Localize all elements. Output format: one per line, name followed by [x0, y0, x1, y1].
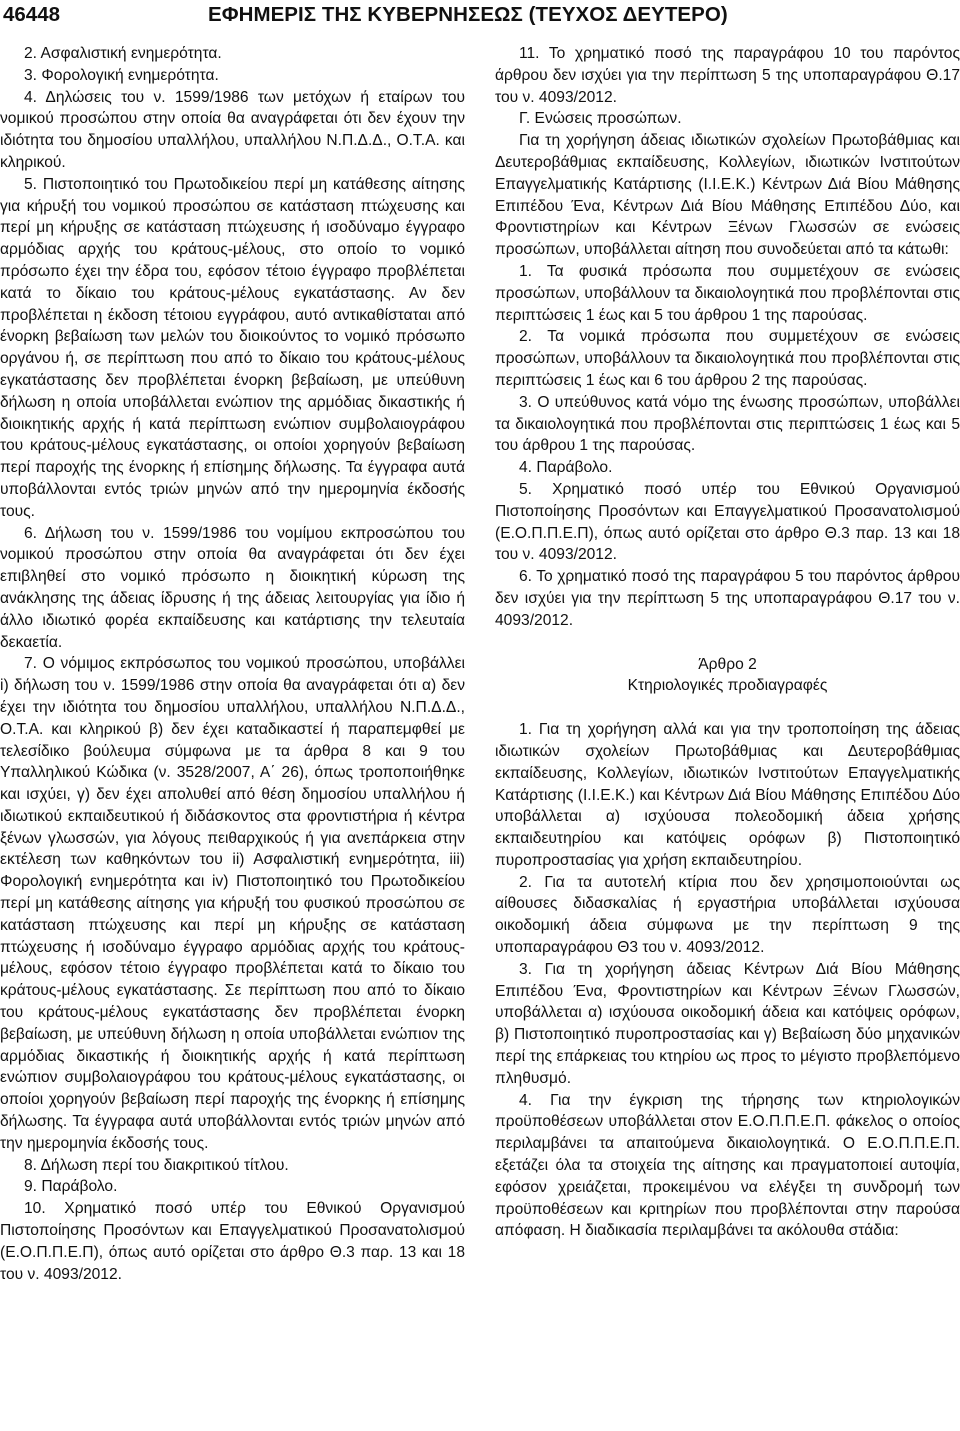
paragraph: 3. Φορολογική ενημερότητα. [24, 66, 219, 84]
article-title: Κτηριολογικές προδιαγραφές [627, 677, 828, 695]
paragraph: 4. Παράβολο. [519, 459, 613, 477]
paragraph: 7. Ο νόμιμος εκπρόσωπος του νομικού προσώπου, υποβάλλει i) δήλωση του ν. 1599/1986 στην οποία θα αναγράφεται ότι α) δεν έχει την ιδιότητα του δημοσίου υπαλλήλου, υπαλλήλου Ν.Π.Δ.Δ., Ο.Τ.Α. και κληρικού β) δεν έχει καταδικαστεί ή παραπεμφθεί με τελεσίδικο βούλευμα σύμφωνα με τα άρθρα 8 και 9 του Υπαλληλικού Κώδικα (ν. 3528/2007, Α΄ 26), όπως τροποποιήθηκε και ισχύει, γ) δεν έχει απολυθεί από θέση δημοσίου υπαλλήλου ή ιδιωτικού εκπαιδευτικού ή διδάσκοντος στα φροντιστήρια ή κέντρα ξένων γλωσσών, για λόγους πειθαρχικούς ή για ανεπάρκεια στην εκτέλεση των καθηκόντων του ii) Ασφαλιστική ενημερότητα, iii) Φορολογική ενημερότητα και iv) Πιστοποιητικό του Πρωτοδικείου περί μη κατάθεσης αίτησης για κήρυξή του φυσικού προσώπου σε κατάσταση πτώχευσης και περί μη κήρυξης σε κατάσταση πτώχευσης ή ισοδύναμο έγγραφο αρμόδιας αρχής του κράτους-μέλους, εφόσον τέτοιο έγγραφο προβλέπεται κατά το δίκαιο του κράτους-μέλους εγκατάστασης. Σε περίπτωση που από το δίκαιο του κράτους-μέλους εγκατάστασης δεν προβλέπεται ένορκη βεβαίωση, με υπεύθυνη δήλωση η οποία υποβάλλεται ενώπιον της αρμόδιας δικαστικής ή διοικητικής αρχής ή κατά περίπτωση ενώπιον συμβολαιογράφου του κράτους-μέλους εγκατάστασης, οι οποίοι χορηγούν βεβαίωση περί παροχής της ένορκης ή επίσημης δήλωσης. Τα έγγραφα αυτά υποβάλλονται εντός τριών μηνών από την ημερομηνία έκδοσής τους. [0, 655, 465, 1152]
paragraph: 2. Για τα αυτοτελή κτίρια που δεν χρησιμοποιούνται ως αίθουσες διδασκαλίας ή εργαστήρια υποβάλλεται ισχύουσα οικοδομική άδεια σύμφωνα με την περίπτωση 9 της υποπαραγράφου Θ3 του ν. 4093/2012. [495, 873, 960, 957]
paragraph: 10. Χρηματικό ποσό υπέρ του Εθνικού Οργανισμού Πιστοποίησης Προσόντων και Επαγγελματικού Προσανατολισμού (Ε.Ο.Π.Π.Ε.Π), όπως αυτό ορίζεται στο άρθρο Θ.3 παρ. 13 και 18 του ν. 4093/2012. [0, 1200, 465, 1283]
paragraph: 3. Για τη χορήγηση άδειας Κέντρων Διά Βίου Μάθησης Επιπέδου Ένα, Φροντιστηρίων και Κέντρων Ξένων Γλωσσών, υποβάλλεται α) ισχύουσα οικοδομική άδεια και κατόψεις ορόφων, β) Πιστοποιητικό πυροπροστασίας και γ) Βεβαίωση δύο μηχανικών περί της επάρκειας του κτηρίου ως προς το μέγιστο προβλεπόμενο πληθυσμό. [495, 960, 960, 1087]
paragraph: 8. Δήλωση περί του διακριτικού τίτλου. [24, 1156, 289, 1174]
spacer [495, 697, 960, 719]
gazette-title: ΕΦΗΜΕΡΙΣ ΤΗΣ ΚΥΒΕΡΝΗΣΕΩΣ (ΤΕΥΧΟΣ ΔΕΥΤΕΡΟ) [208, 3, 728, 26]
paragraph: 2. Τα νομικά πρόσωπα που συμμετέχουν σε ενώσεις προσώπων, υποβάλλουν τα δικαιολογητικά που προβλέπονται στις περιπτώσεις 1 έως και 6 του άρθρου 2 της παρούσας. [495, 328, 960, 389]
paragraph: 1. Τα φυσικά πρόσωπα που συμμετέχουν σε ενώσεις προσώπων, υποβάλλουν τα δικαιολογητικά που προβλέπονται στις περιπτώσεις 1 έως και 5 του άρθρου 1 της παρούσας. [495, 262, 960, 324]
page-number: 46448 [3, 3, 61, 26]
paragraph: 6. Το χρηματικό ποσό της παραγράφου 5 του παρόντος άρθρου δεν ισχύει για την περίπτωση 5 της υποπαραγράφου Θ.17 του ν. 4093/2012. [495, 568, 960, 629]
page-header [0, 0, 960, 34]
paragraph: 3. Ο υπεύθυνος κατά νόμο της ένωσης προσώπων, υποβάλλει τα δικαιολογητικά που προβλέπονται στις περιπτώσεις 1 έως και 5 του άρθρου 1 της παρούσας. [495, 393, 960, 455]
paragraph: 1. Για τη χορήγηση αλλά και για την τροποποίηση της άδειας ιδιωτικών σχολείων Πρωτοβάθμιας και Δευτεροβάθμιας εκπαίδευσης, Κολλεγίων, ιδιωτικών Ινστιτούτων Επαγγελματικής Κατάρτισης (Ι.Ι.Ε.Κ.) και Κέντρων Διά Βίου Μάθησης Επιπέδου Δύο υποβάλλεται α) ισχύουσα πολεοδομική άδεια χρήσης εκπαιδευτηρίου και κατόψεις ορόφων β) Πιστοποιητικό πυροπροστασίας για χρήση εκπαιδευτηρίου. [495, 721, 960, 869]
paragraph: 5. Πιστοποιητικό του Πρωτοδικείου περί μη κατάθεσης αίτησης για κήρυξή του νομικού προσώπου σε κατάσταση πτώχευσης και περί μη κήρυξης σε κατάσταση πτώχευσης ή ισοδύναμο έγγραφο αρμόδιας αρχής του κράτους-μέλους, στο οποίο το νομικό πρόσωπο έχει την έδρα του, εφόσον τέτοιο έγγραφο προβλέπεται κατά το δίκαιο του κράτους-μέλους εγκατάστασης. Αν δεν προβλέπεται η έκδοση τέτοιου εγγράφου, αυτό αντικαθίσταται από ένορκη βεβαίωση των μελών του διοικούντος το νομικό πρόσωπο οργάνου ή, σε περίπτωση που από το δίκαιο του κράτους-μέλους εγκατάστασης δεν προβλέπεται ένορκη βεβαίωση, με υπεύθυνη δήλωση η οποία υποβάλλεται ενώπιον της αρμόδιας δικαστικής ή διοικητικής αρχής ή κατά περίπτωση ενώπιον συμβολαιογράφου του κράτους-μέλους εγκατάστασης, οι οποίοι χορηγούν βεβαίωση περί παροχής της ένορκης ή επίσημης δήλωσης. Τα έγγραφα αυτά υποβάλλονται εντός τριών μηνών από την ημερομηνία έκδοσής τους. [0, 175, 465, 520]
paragraph: 11. Το χρηματικό ποσό της παραγράφου 10 του παρόντος άρθρου δεν ισχύει για την περίπτωση 5 της υποπαραγράφου Θ.17 του ν. 4093/2012. [495, 45, 960, 106]
paragraph: 4. Για την έγκριση της τήρησης των κτηριολογικών προϋποθέσεων υποβάλλεται στον Ε.Ο.Π.Π.Ε.Π. φάκελος ο οποίος περιλαμβάνει τα απαιτούμενα δικαιολογητικά. Ο Ε.Ο.Π.Π.Ε.Π. εξετάζει όλα τα στοιχεία της αίτησης και πραγματοποιεί αυτοψία, εφόσον χρειάζεται, προκειμένου να ελέγξει τη συνδρομή των προϋποθέσεων και κριτηρίων που προβλέπονται στην παρούσα απόφαση. Η διαδικασία περιλαμβάνει τα ακόλουθα στάδια: [495, 1091, 960, 1240]
paragraph: 2. Ασφαλιστική ενημερότητα. [24, 45, 222, 62]
paragraph: Γ. Ενώσεις προσώπων. [519, 110, 682, 128]
article-number: Άρθρο 2 [698, 655, 757, 673]
paragraph: 9. Παράβολο. [24, 1178, 118, 1196]
left-column [0, 43, 465, 1285]
paragraph: 5. Χρηματικό ποσό υπέρ του Εθνικού Οργανισμού Πιστοποίησης Προσόντων και Επαγγελματικού Προσανατολισμού (Ε.Ο.Π.Π.Ε.Π), όπως αυτό ορίζεται στο άρθρο Θ.3 παρ. 13 και 18 του ν. 4093/2012. [495, 480, 960, 564]
paragraph: 4. Δηλώσεις του ν. 1599/1986 των μετόχων ή εταίρων του νομικού προσώπου στην οποία θα αναγράφεται ότι δεν έχουν την ιδιότητα του δημοσίου υπαλλήλου, υπαλλήλου Ν.Π.Δ.Δ., Ο.Τ.Α. και κληρικού. [0, 88, 465, 171]
paragraph: 6. Δήλωση του ν. 1599/1986 του νομίμου εκπροσώπου του νομικού προσώπου στην οποία θα αναγράφεται ότι δεν έχει επιβληθεί στο νομικό πρόσωπο η διοικητική κύρωση της ανάκλησης της άδειας ίδρυσης ή της άδειας λειτουργίας για ίδιο ή άλλο ιδιωτικό φορέα εκπαίδευσης και κατάρτισης την τελευταία δεκαετία. [0, 524, 465, 651]
spacer [495, 632, 960, 654]
paragraph: Για τη χορήγηση άδειας ιδιωτικών σχολείων Πρωτοβάθμιας και Δευτεροβάθμιας εκπαίδευσης, Κολλεγίων, ιδιωτικών Ινστιτούτων Επαγγελματικής Κατάρτισης (Ι.Ι.Ε.Κ.) Κέντρων Διά Βίου Μάθησης Επιπέδου Ένα, Κέντρων Διά Βίου Μάθησης Επιπέδου Δύο, και Φροντιστηρίων και Κέντρων Ξένων Γλωσσών σε ενώσεις προσώπων, υποβάλλεται αίτηση που συνοδεύεται από τα κάτωθι: [495, 132, 960, 259]
right-column [495, 43, 960, 1242]
